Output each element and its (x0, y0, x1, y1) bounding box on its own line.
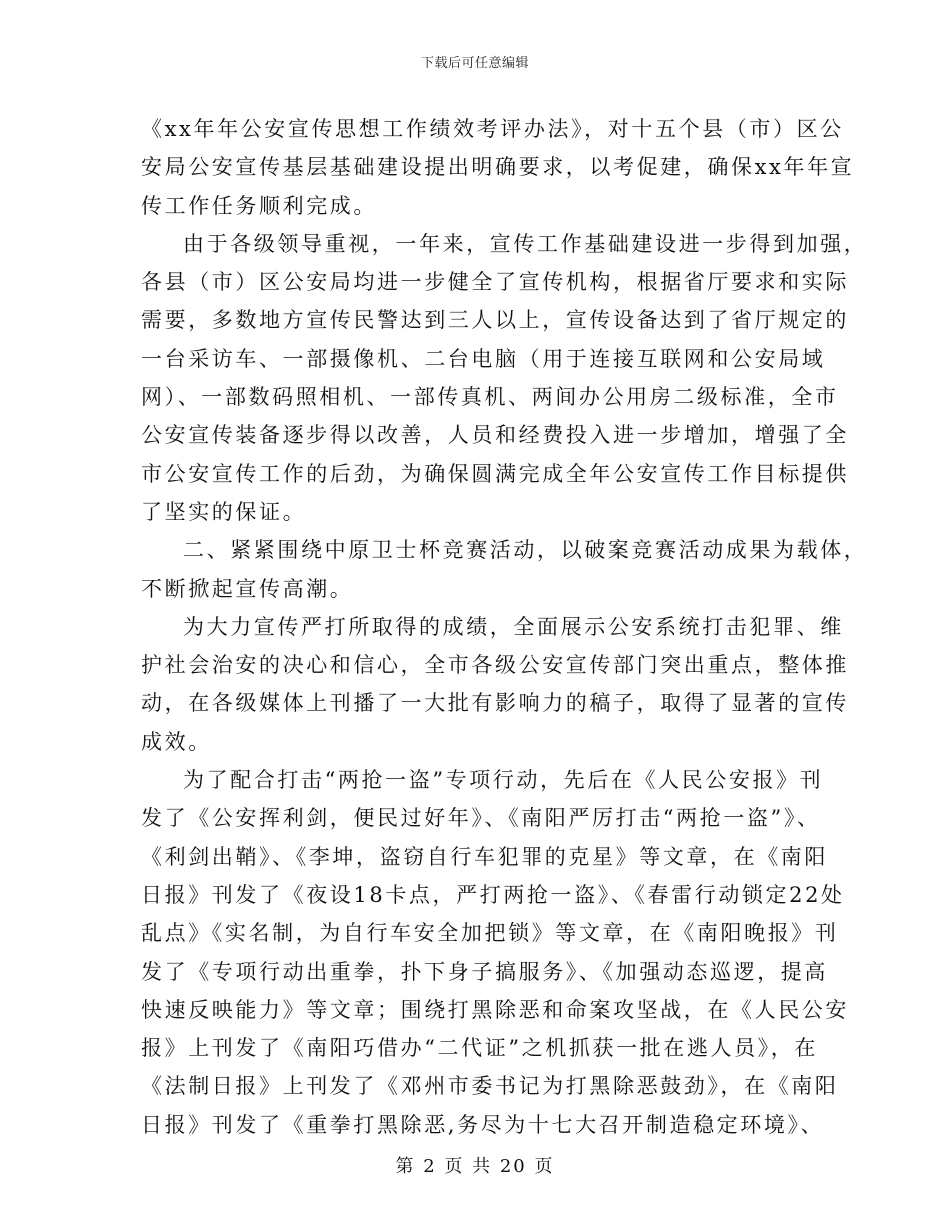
page-header-note: 下载后可任意编辑 (420, 56, 529, 71)
text-line: 报》上刊发了《南阳巧借办“二代证”之机抓获一批在逃人员》，在 (141, 1036, 818, 1061)
text-line: 由于各级领导重视，一年来，宣传工作基础建设进一步得到加强， (183, 231, 868, 256)
text-line: 发了《公安挥利剑，便民过好年》、《南阳严厉打击“两抢一盗”》、 (141, 806, 821, 831)
document-body (141, 110, 868, 1144)
text-line: 快速反映能力》等文章；围绕打黑除恶和命案攻坚战，在《人民公安 (141, 997, 849, 1022)
text-line: 护社会治安的决心和信心，全市各级公安宣传部门突出重点，整体推 (141, 653, 849, 678)
text-line: 不断掀起宣传高潮。 (141, 576, 354, 601)
text-line: 各县（市）区公安局均进一步健全了宣传机构，根据省厅要求和实际 (141, 270, 849, 295)
text-line: 动，在各级媒体上刊播了一大批有影响力的稿子，取得了显著的宣传 (141, 691, 849, 716)
text-line: 日报》刊发了《夜设18卡点，严打两抢一盗》、《春雷行动锁定22处 (141, 882, 845, 907)
text-line: 发了《专项行动出重拳，扑下身子搞服务》、《加强动态巡逻，提高 (141, 959, 828, 984)
text-line: 市公安宣传工作的后劲，为确保圆满完成全年公安宣传工作目标提供 (141, 461, 849, 486)
text-line: 为大力宣传严打所取得的成绩，全面展示公安系统打击犯罪、维 (183, 614, 844, 639)
text-line: 了坚实的保证。 (141, 499, 307, 524)
text-line: 传工作任务顺利完成。 (141, 193, 377, 218)
text-line: 需要，多数地方宣传民警达到三人以上，宣传设备达到了省厅规定的 (141, 308, 849, 333)
text-line: 成效。 (141, 729, 212, 754)
text-line: 一台采访车、一部摄像机、二台电脑（用于连接互联网和公安局域 (141, 346, 826, 371)
text-line: 《利剑出鞘》、《李坤，盗窃自行车犯罪的克星》等文章，在《南阳 (141, 844, 828, 869)
text-line: 安局公安宣传基层基础建设提出明确要求，以考促建，确保xx年年宣 (141, 155, 855, 180)
text-line: 为了配合打击“两抢一盗”专项行动，先后在《人民公安报》刊 (183, 768, 824, 793)
text-line: 公安宣传装备逐步得以改善，人员和经费投入进一步增加，增强了全 (141, 423, 849, 448)
text-line: 《法制日报》上刊发了《邓州市委书记为打黑除恶鼓劲》，在《南阳 (141, 1074, 839, 1099)
text-line: 《xx年年公安宣传思想工作绩效考评办法》，对十五个县（市）区公 (141, 117, 844, 141)
text-line: 网）、一部数码照相机、一部传真机、两间办公用房二级标准，全市 (141, 385, 839, 410)
text-line: 二、紧紧围绕中原卫士杯竞赛活动，以破案竞赛活动成果为载体， (183, 538, 868, 563)
text-line: 日报》刊发了《重拳打黑除恶,务尽为十七大召开制造稳定环境》、 (141, 1112, 825, 1137)
page-number-footer: 第 2 页 共 20 页 (395, 1156, 555, 1177)
text-line: 乱点》《实名制，为自行车安全加把锁》等文章，在《南阳晚报》刊 (141, 921, 839, 946)
